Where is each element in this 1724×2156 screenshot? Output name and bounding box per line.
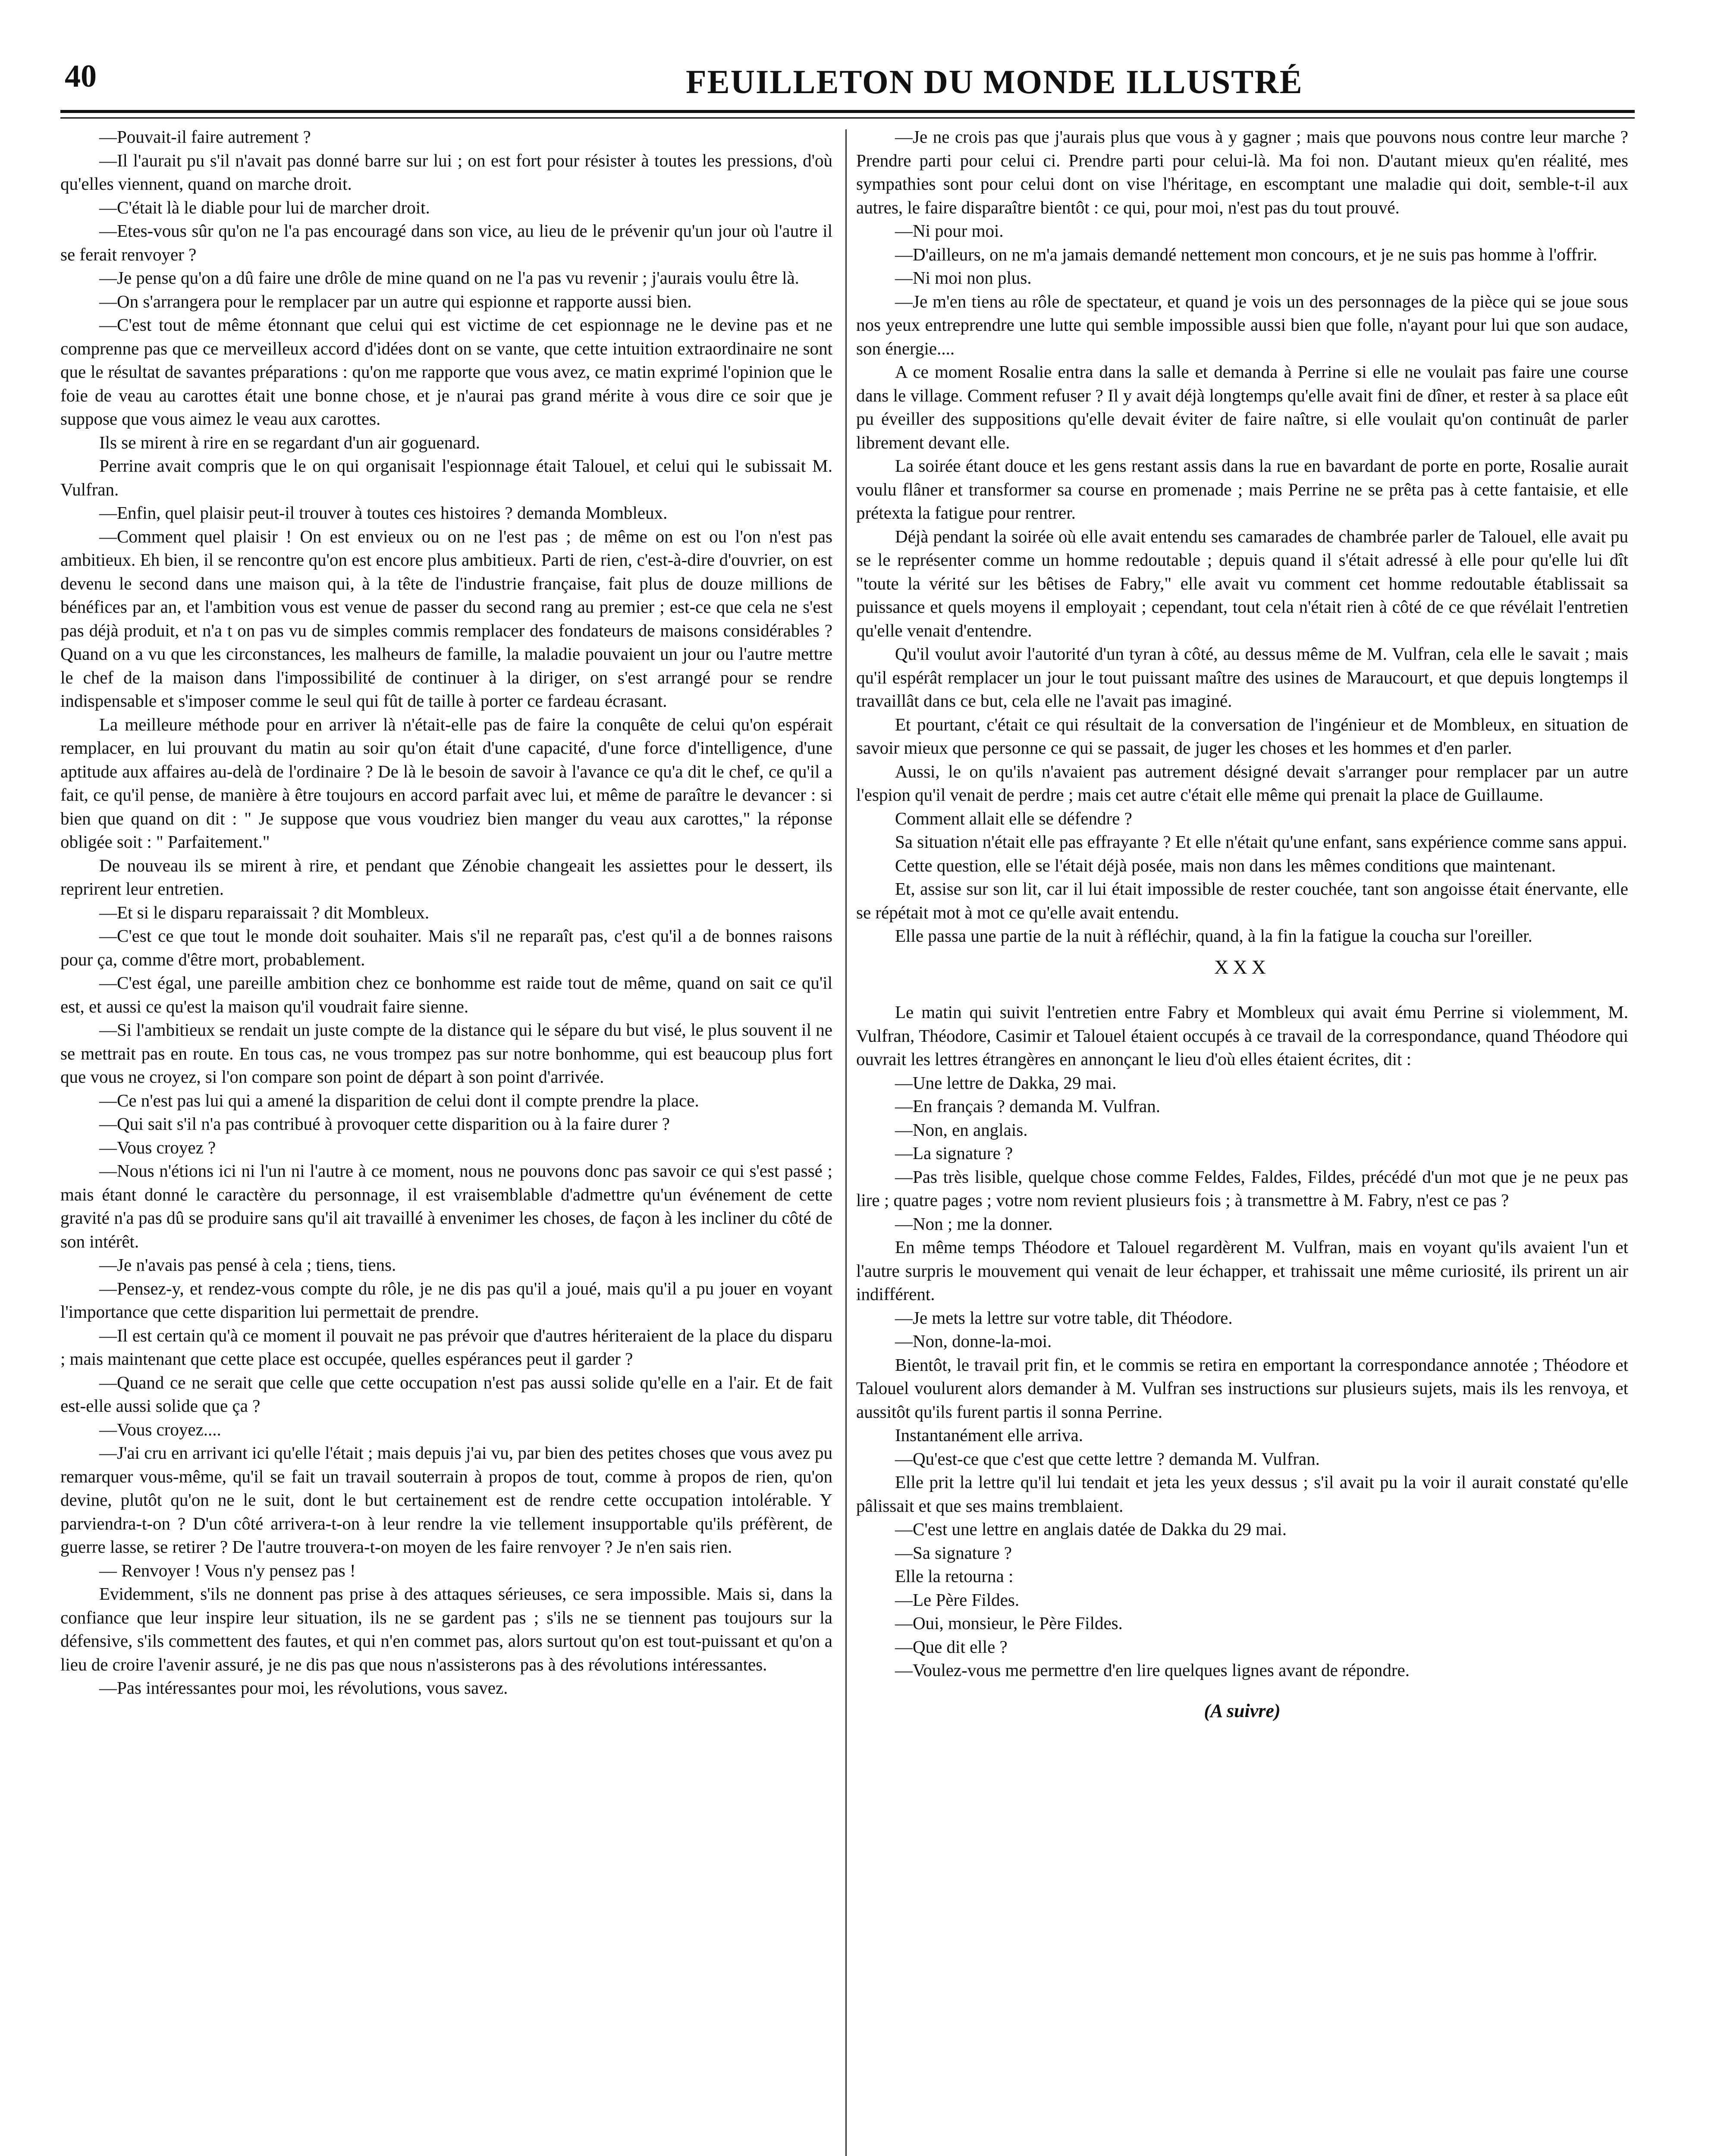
paragraph: Le matin qui suivit l'entretien entre Fabry et Mombleux qui avait ému Perrine si violemment, M. Vulfran, Théodore, Casimir et Talouel étaient occupés à ce travail de la correspondance, quand Théodore qui ouvrait les lettres étrangères en annonçant le lieu d'où elles étaient écrites, dit : <box>856 1002 1628 1069</box>
paragraph: —Etes-vous sûr qu'on ne l'a pas encouragé dans son vice, au lieu de le prévenir qu'un jour où l'autre il se ferait renvoyer ? <box>60 221 832 264</box>
paragraph: —Vous croyez.... <box>99 1419 221 1439</box>
paragraph: Perrine avait compris que le on qui organisait l'espionnage était Talouel, et celui qui le subissait M. Vulfran. <box>60 456 832 499</box>
paragraph: —Pouvait-il faire autrement ? <box>99 127 311 147</box>
paragraph: —Le Père Fildes. <box>895 1589 1020 1610</box>
paragraph: —Enfin, quel plaisir peut-il trouver à toutes ces histoires ? demanda Mombleux. <box>99 503 668 523</box>
paragraph: A ce moment Rosalie entra dans la salle et demanda à Perrine si elle ne voulait pas faire une course dans le village. Comment refuser ? Il y avait déjà longtemps qu'elle avait fini de dîner, et rester à sa place eût pu éveiller des suppositions qu'elle devait éviter de faire naître, si elle voulait qu'on continuât de parler librement devant elle. <box>856 362 1628 452</box>
paragraph: —Vous croyez ? <box>99 1137 216 1157</box>
paragraph: Aussi, le on qu'ils n'avaient pas autrement désigné devait s'arranger pour remplacer par un autre l'espion qu'il venait de perdre ; mais cet autre c'était elle même qui prenait la place de Guillaume. <box>856 761 1628 805</box>
column-divider <box>845 129 847 2156</box>
paragraph: —Nous n'étions ici ni l'un ni l'autre à ce moment, nous ne pouvons donc pas savoir ce qui s'est passé ; mais étant donné le caractère du personnage, il est vraisemblable d'admettre qu'un événement de cette gravité n'a pas dû se produire sans qu'il ait travaillé à envenimer les choses, de façon à les incliner du côté de son intérêt. <box>60 1161 832 1251</box>
paragraph: —Ni pour moi. <box>895 221 1004 241</box>
paragraph: —Il est certain qu'à ce moment il pouvait ne pas prévoir que d'autres hériteraient de la place du disparu ; mais maintenant que cette place est occupée, quelles espérances peut il garder ? <box>60 1325 832 1369</box>
header-rule-thick <box>60 110 1635 113</box>
paragraph: Ils se mirent à rire en se regardant d'un air goguenard. <box>99 432 480 452</box>
page-header <box>60 50 1635 101</box>
paragraph: La meilleure méthode pour en arriver là n'était-elle pas de faire la conquête de celui qu'on espérait remplacer, en lui prouvant du matin au soir qu'on était d'une capacité, d'une force d'intelligence, d'une aptitude aux affaires au-delà de l'ordinaire ? De là le besoin de savoir à l'avance ce qu'a dit le chef, ce qu'il a fait, ce qu'il pense, de manière à être toujours en accord parfait avec lui, et même de paraître le devancer : si bien que quand on dit : " Je suppose que vous voudriez bien manger du veau aux carottes," la réponse obligée soit : " Parfaitement." <box>60 714 832 852</box>
paragraph: —C'est une lettre en anglais datée de Dakka du 29 mai. <box>895 1519 1287 1539</box>
paragraph: Elle la retourna : <box>895 1566 1014 1586</box>
paragraph: —Qui sait s'il n'a pas contribué à provoquer cette disparition ou à la faire durer ? <box>99 1114 670 1134</box>
paragraph: —Voulez-vous me permettre d'en lire quelques lignes avant de répondre. <box>895 1660 1410 1680</box>
paragraph: —Je m'en tiens au rôle de spectateur, et quand je vois un des personnages de la pièce qui se joue sous nos yeux entreprendre une lutte qui semble impossible aussi bien que folle, n'ayant pour lui que son audace, son énergie.... <box>856 291 1628 358</box>
paragraph: Instantanément elle arriva. <box>895 1425 1083 1445</box>
page-number: 40 <box>65 59 97 94</box>
paragraph: —On s'arrangera pour le remplacer par un autre qui espionne et rapporte aussi bien. <box>99 291 692 311</box>
paragraph: Et, assise sur son lit, car il lui était impossible de rester couchée, tant son angoisse était énervante, elle se répétait mot à mot ce qu'elle avait entendu. <box>856 879 1628 922</box>
paragraph: —Non, donne-la-moi. <box>895 1331 1052 1351</box>
paragraph: —En français ? demanda M. Vulfran. <box>895 1096 1160 1116</box>
paragraph: De nouveau ils se mirent à rire, et pendant que Zénobie changeait les assiettes pour le dessert, ils reprirent leur entretien. <box>60 855 832 899</box>
paragraph: — Renvoyer ! Vous n'y pensez pas ! <box>99 1560 356 1580</box>
paragraph: —Pensez-y, et rendez-vous compte du rôle, je ne dis pas qu'il a joué, mais qu'il a pu jouer en voyant l'importance que cette disparition lui permettait de prendre. <box>60 1278 832 1322</box>
paragraph: —Pas intéressantes pour moi, les révolutions, vous savez. <box>99 1678 508 1698</box>
paragraph: —Si l'ambitieux se rendait un juste compte de la distance qui le sépare du but visé, le plus souvent il ne se mettrait pas en route. En tous cas, ne vous trompez pas sur notre bonhomme, qui est beaucoup plus fort que vous ne croyez, si l'on compare son point de départ à son point d'arrivée. <box>60 1020 832 1087</box>
paragraph: —La signature ? <box>895 1143 1013 1163</box>
paragraph: La soirée étant douce et les gens restant assis dans la rue en bavardant de porte en porte, Rosalie aurait voulu flâner et transformer sa course en promenade ; mais Perrine ne se prêta pas à cette fantaisie, et elle prétexta la fatigue pour rentrer. <box>856 456 1628 523</box>
paragraph: —C'est tout de même étonnant que celui qui est victime de cet espionnage ne le devine pas et ne comprenne pas que ce merveilleux accord d'idées dont on se vante, que cette intuition extraordinaire ne sont que le résultat de savantes préparations : qu'on me rapporte que vous avez, ce matin exprimé l'opinion que le foie de veau au carottes était une bonne chose, et je n'aurai pas grand mérite à vous dire ce soir que je suppose que vous aimez le veau aux carottes. <box>60 315 832 429</box>
paragraph: —Que dit elle ? <box>895 1636 1008 1657</box>
paragraph: Qu'il voulut avoir l'autorité d'un tyran à côté, au dessus même de M. Vulfran, cela elle le savait ; mais qu'il espérât remplacer un jour le tout puissant maître des usines de Maraucourt, et que depuis longtemps il travaillât dans ce but, cela elle ne l'avait pas imaginé. <box>856 644 1628 711</box>
paragraph: —Je n'avais pas pensé à cela ; tiens, tiens. <box>99 1255 396 1275</box>
header-rule-thin <box>60 117 1635 119</box>
paragraph: —Qu'est-ce que c'est que cette lettre ? demanda M. Vulfran. <box>895 1448 1320 1469</box>
right-column <box>856 125 1628 1723</box>
paragraph: —Je mets la lettre sur votre table, dit Théodore. <box>895 1307 1233 1328</box>
paragraph: —J'ai cru en arrivant ici qu'elle l'était ; mais depuis j'ai vu, par bien des petites choses que vous avez pu remarquer vous-même, qu'il se fait un travail souterrain à propos de tout, comme à propos de rien, qu'on devine, plutôt qu'on ne le suit, dont le but certainement est de rendre cette occupation intolérable. Y parviendra-t-on ? D'un côté arrivera-t-on à leur rendre la vie tellement insupportable qu'ils préfèrent, de guerre lasse, se retirer ? De l'autre trouvera-t-on moyen de les faire renvoyer ? Je n'en sais rien. <box>60 1443 832 1557</box>
paragraph: —Non ; me la donner. <box>895 1213 1053 1234</box>
paragraph: —Une lettre de Dakka, 29 mai. <box>895 1072 1117 1093</box>
paragraph: —Quand ce ne serait que celle que cette occupation n'est pas aussi solide qu'elle en a l'air. Et de fait est-elle aussi solide que ça ? <box>60 1372 832 1416</box>
paragraph: —C'était là le diable pour lui de marcher droit. <box>99 197 430 217</box>
chapter-heading: XXX <box>1214 956 1270 978</box>
paragraph: Elle passa une partie de la nuit à réfléchir, quand, à la fin la fatigue la coucha sur l'oreiller. <box>895 926 1532 946</box>
paragraph: —Ni moi non plus. <box>895 268 1032 288</box>
paragraph: —Pas très lisible, quelque chose comme Feldes, Faldes, Fildes, précédé d'un mot que je ne peux pas lire ; quatre pages ; votre nom revient plusieurs fois ; à transmettre à M. Fabry, n'est ce pas ? <box>856 1166 1628 1210</box>
paragraph: Elle prit la lettre qu'il lui tendait et jeta les yeux dessus ; s'il avait pu la voir il aurait constaté qu'elle pâlissait et que ses mains tremblaient. <box>856 1472 1628 1516</box>
paragraph: —Ce n'est pas lui qui a amené la disparition de celui dont il compte prendre la place. <box>99 1090 699 1110</box>
paragraph: —Et si le disparu reparaissait ? dit Mombleux. <box>99 902 430 922</box>
paragraph: Evidemment, s'ils ne donnent pas prise à des attaques sérieuses, ce sera impossible. Mais si, dans la confiance que leur inspire leur situation, ils ne se gardent pas ; s'ils ne se tiennent pas toujours sur la défensive, s'ils commettent des fautes, et qui n'en commet pas, alors surtout qu'on est tout-puissant et qu'on a lieu de croire l'avenir assuré, je ne dis pas que nous n'assisterons pas à des révolutions intéressantes. <box>60 1584 832 1674</box>
paragraph: Comment allait elle se défendre ? <box>895 808 1132 828</box>
paragraph: —Non, en anglais. <box>895 1119 1028 1140</box>
paragraph: Cette question, elle se l'était déjà posée, mais non dans les mêmes conditions que maintenant. <box>895 855 1556 875</box>
paragraph: Et pourtant, c'était ce qui résultait de la conversation de l'ingénieur et de Mombleux, en situation de savoir mieux que personne ce qui se passait, de juger les choses et les hommes et d'en parler. <box>856 714 1628 758</box>
paragraph: En même temps Théodore et Talouel regardèrent M. Vulfran, mais en voyant qu'ils avaient l'un et l'autre surpris le mouvement qui venait de leur échapper, et trahissait une même curiosité, ils prirent un air indifférent. <box>856 1237 1628 1304</box>
paragraph: Sa situation n'était elle pas effrayante ? Et elle n'était qu'une enfant, sans expérience comme sans appui. <box>895 832 1627 852</box>
paragraph: —Oui, monsieur, le Père Fildes. <box>895 1613 1123 1633</box>
paragraph: —Sa signature ? <box>895 1542 1012 1563</box>
paragraph: —Je pense qu'on a dû faire une drôle de mine quand on ne l'a pas vu revenir ; j'aurais voulu être là. <box>99 268 799 288</box>
paragraph: —Je ne crois pas que j'aurais plus que vous à y gagner ; mais que pouvons nous contre leur marche ? Prendre parti pour celui ci. Prendre parti pour celui-là. Ma foi non. D'autant mieux qu'en réalité, mes sympathies sont pour celui dont on vise l'héritage, en escomptant une maladie qui doit, semble-t-il aux autres, le faire disparaître bientôt : ce qui, pour moi, n'est pas du tout prouvé. <box>856 127 1628 217</box>
paragraph: —Comment quel plaisir ! On est envieux ou on ne l'est pas ; de même on est ou l'on n'est pas ambitieux. Eh bien, il se rencontre qu'on est encore plus ambitieux. Parti de rien, c'est-à-dire d'ouvrier, on est devenu le second dans une maison qui, à la tête de l'industrie française, fait plus de douze millions de bénéfices par an, et l'ambition vous est venue de passer du second rang au premier ; est-ce que cela ne s'est pas déjà produit, et n'a t on pas vu de simples commis remplacer des fondateurs de maisons considérables ? Quand on a vu que les circonstances, les malheurs de famille, la maladie pouvaient un jour ou l'autre mettre le chef de la maison dans l'impossibilité de continuer à la diriger, on s'est arrangé pour se rendre indispensable et s'imposer comme le seul qui fût de taille à porter ce fardeau écrasant. <box>60 526 832 711</box>
paragraph: —C'est ce que tout le monde doit souhaiter. Mais s'il ne reparaît pas, c'est qu'il a de bonnes raisons pour ça, comme d'être mort, probablement. <box>60 926 832 969</box>
paragraph: —D'ailleurs, on ne m'a jamais demandé nettement mon concours, et je ne suis pas homme à l'offrir. <box>895 244 1597 264</box>
to-be-continued: (A suivre) <box>1204 1700 1281 1721</box>
paragraph: —C'est égal, une pareille ambition chez ce bonhomme est raide tout de même, quand on sait ce qu'il est, et aussi ce qu'est la maison qu'il voudrait faire sienne. <box>60 973 832 1016</box>
paragraph: —Il l'aurait pu s'il n'avait pas donné barre sur lui ; on est fort pour résister à toutes les pressions, d'où qu'elles viennent, quand on marche droit. <box>60 150 832 194</box>
paragraph: Bientôt, le travail prit fin, et le commis se retira en emportant la correspondance annotée ; Théodore et Talouel voulurent alors demander à M. Vulfran ses instructions sur plusieurs sujets, mais ils les renvoya, et aussitôt qu'ils furent partis il sonna Perrine. <box>856 1354 1628 1422</box>
paragraph: Déjà pendant la soirée où elle avait entendu ses camarades de chambrée parler de Talouel, elle avait pu se le représenter comme un homme redoutable ; depuis quand il s'était adressé à elle pour qu'elle lui dît "toute la vérité sur les bêtises de Fabry," elle avait vu comment cet homme redoutable établissait sa puissance et quels moyens il employait ; cependant, tout cela n'était rien à côté de ce que révélait l'entretien qu'elle venait d'entendre. <box>856 526 1628 640</box>
left-column <box>60 125 832 1700</box>
running-title: FEUILLETON DU MONDE ILLUSTRÉ <box>686 63 1303 100</box>
